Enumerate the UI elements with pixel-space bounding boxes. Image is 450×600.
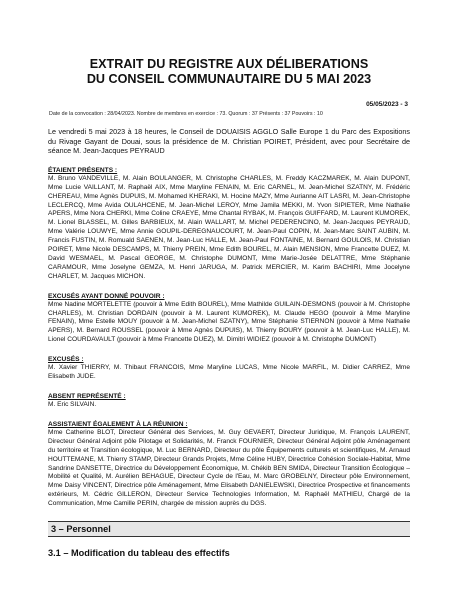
reference-number: 05/05/2023 - 3: [366, 101, 408, 108]
subsection-title: 3.1 – Modification du tableau des effectifs: [48, 548, 230, 559]
pouvoirs-list: Mme Nadine MORTELETTE (pouvoir à Mme Edith BOUREL), Mme Mathilde GUILAIN-DESMONS (pouvoir à M. Christophe CHARLES), M. Christian DORDAIN (pouvoir à M. Laurent KUMOREK), M. Claude HEGO (pouvoir à Mme Maryline FENAIN), Mme Estelle MOUY (pouvoir à M. Jean-Michel SZATNY), Mme Stéphanie STIERNON (pouvoir à Mme Nathalie APERS), M. Bernard ROUSSEL (pouvoir à Mme Agnès DUPUIS), M. Thierry BOURY (pouvoir à M. Jean-Luc HALLE), M. Lionel COURDAVAULT (pouvoir à Mme Francette DUEZ), M. Dimitri WIDIEZ (pouvoir à M. Christophe DUMONT): [48, 300, 410, 344]
pouvoirs-heading: EXCUSÉS AYANT DONNÉ POUVOIR :: [48, 292, 165, 300]
assistaient-heading: ASSISTAIENT ÉGALEMENT À LA RÉUNION :: [48, 420, 188, 428]
assistaient-list: Mme Catherine BLOT, Directeur Général des Services, M. Guy GEVAERT, Directeur Juridique, M. François LAURENT, Directeur Général Adjoint pôle Pilotage et Solidarités, M. Franck FOURNIER, Directeur Général Adjoint pôle Aménagement du territoire et Transition écologique, M. Luc BERNARD, Directeur du pôle Équipements culturels et scientifiques, M. Arnaud HOUTTEMANE, M. Thierry STAMP, Directeur Grands Projets, Mme Céline HUBY, Directrice Cohésion Sociale-Habitat, Mme Sandrine DANSETTE, Directrice du Développement Économique, M. Chékib BEN SMIDA, Directeur Transition Écologique – Mobilité et Qualité, M. Aurélien BEHAGUE, Directeur Cycle de l'Eau, M. Marc GROBELNY, Directeur pôle Environnement, Mme Daisy VINCENT, Directrice pôle Aménagement, Mme Elisabeth DANIELEWSKI, Directrice Prospective et financements extérieurs, M. Cédric GILLERON, Directeur Service Technologies Information, M. Raphaël MATHIEU, Chargé de la Communication, Mme Camille PERIN, chargée de mission auprès du DGS.: [48, 428, 410, 508]
presents-heading: ÉTAIENT PRÉSENTS :: [48, 166, 118, 174]
excuses-heading: EXCUSÉS :: [48, 356, 84, 364]
absent-list: M. Eric SILVAIN.: [48, 401, 97, 408]
convocation-meta: Date de la convocation : 28/04/2023. Nombre de membres en exercice : 73. Quorum : 37 Présents : 37 Pouvoirs : 10: [49, 111, 323, 117]
presents-list: M. Bruno VANDEVILLE, M. Alain BOULANGER, M. Christophe CHARLES, M. Freddy KACZMAREK, M. Alain DUPONT, Mme Lucie VAILLANT, M. Raphaël AIX, Mme Maryline FENAIN, M. Eric CARNEL, M. Jean-Michel SZATNY, M. Frédéric CHEREAU, Mme Agnès DUPUIS, M. Mohamed KHERAKI, M. Hocine MAZY, Mme Aurianne AIT LASRI, M. Jean-Christophe LECLERCQ, Mme Avida OULAHCENE, M. Jean-Michel LEROY, Mme Jamila MEKKI, M. Yvon SIPIETER, Mme Nathalie APERS, Mme Nora CHERKI, Mme Coline CRAEYE, Mme Chantal RYBAK, M. François GUIFFARD, M. Laurent KUMOREK, M. Lionel BLASSEL, M. Gilles BARBIEUX, M. Alain WALLART, M. Michel PEDERENCINO, M. Jean-Jacques PEYRAUD, Mme Valérie LOUWYE, Mme Annie GOUPIL-DEREGNAUCOURT, M. Jean-Paul COPIN, M. Jean-Marc SAINT AUBIN, M. Francis FUSTIN, M. Romuald SAENEN, M. Jean-Luc HALLE, M. Jean-Paul FONTAINE, M. Bernard GOULOIS, M. Christian POIRET, Mme Nicole DESCAMPS, M. Thierry PREIN, Mme Edith BOUREL, M. Alain MENSION, Mme Francette DUEZ, M. David WESMAEL, M. Pascal GEORGE, M. Christophe DUMONT, Mme Marie-Josée DELATTRE, Mme Stéphanie CARAMOUR, Mme Joselyne GEMZA, M. Henri JARUGA, M. Patrick MERCIER, M. Karim BACHIRI, Mme Jocelyne CHARLET, M. Jacques MICHON.: [48, 174, 410, 280]
excuses-list: M. Xavier THIERRY, M. Thibaut FRANCOIS, Mme Maryline LUCAS, Mme Nicole MARFIL, M. Didier CARREZ, Mme Elisabeth JUDE.: [48, 364, 410, 381]
title-line-2: DU CONSEIL COMMUNAUTAIRE DU 5 MAI 2023: [86, 72, 372, 86]
title-line-1: EXTRAIT DU REGISTRE AUX DÉLIBERATIONS: [89, 57, 369, 71]
intro-paragraph: Le vendredi 5 mai 2023 à 18 heures, le Conseil de DOUAISIS AGGLO Salle Europe 1 du Parc des Expositions du Rivage Gayant de Douai, sous la présidence de M. Christian POIRET, Président, avec pour Secrétaire de séance M. Jean-Jacques PEYRAUD: [48, 127, 410, 156]
section-bar-personnel: 3 – Personnel: [48, 521, 410, 537]
absent-heading: ABSENT REPRÉSENTÉ :: [48, 393, 126, 400]
